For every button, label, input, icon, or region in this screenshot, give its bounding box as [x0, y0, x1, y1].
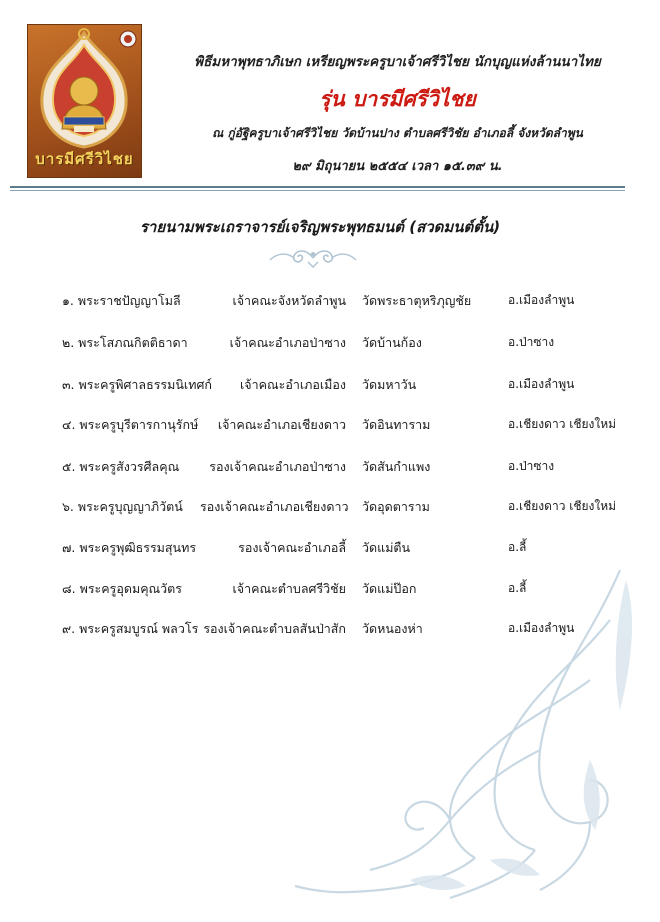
header-divider-thin [10, 190, 625, 191]
monk-temple: วัดสันกำแพง [362, 459, 431, 474]
monk-row [0, 375, 660, 397]
venue-line: ณ กู่อัฐิครูบาเจ้าศรีวิไชย วัดบ้านปาง ตำบลศรีวิชัย อำเภอลี้ จังหวัดลำพูน [212, 126, 583, 140]
monk-row [0, 333, 660, 355]
monk-row [0, 538, 660, 560]
monk-name: ๔. พระครูบุรีตารกานุรักษ์ [62, 417, 199, 432]
monk-district: อ.ป่าซาง [508, 459, 555, 473]
monk-name: ๖. พระครูบุญญาภิวัตน์ [62, 499, 183, 514]
monk-district: อ.เมืองลำพูน [508, 293, 575, 307]
monk-temple: วัดอุดตาราม [362, 499, 430, 514]
monk-district: อ.เชียงดาว เชียงใหม่ [508, 499, 617, 513]
monk-position: รองเจ้าคณะอำเภอเชียงดาว [200, 499, 349, 514]
monk-district: อ.เมืองลำพูน [508, 621, 575, 635]
logo-label: บารมีศรีวิไชย [35, 150, 134, 168]
header-divider [10, 186, 625, 188]
monk-district: อ.เชียงดาว เชียงใหม่ [508, 417, 617, 431]
monk-name: ๓. พระครูพิศาลธรรมนิเทศก์ [62, 377, 212, 392]
monk-temple: วัดแม่ป๊อก [362, 581, 417, 596]
corner-flourish-icon [290, 560, 650, 910]
monk-row [0, 415, 660, 437]
monk-position: รองเจ้าคณะตำบลสันป่าสัก [203, 621, 346, 636]
monk-temple: วัดพระธาตุหริภุญชัย [362, 293, 472, 308]
series-title: รุ่น บารมีศรีวิไชย [319, 87, 476, 111]
medallion-logo [27, 24, 142, 178]
monk-position: เจ้าคณะอำเภอเชียงดาว [217, 417, 346, 432]
monk-row [0, 291, 660, 313]
monk-position: เจ้าคณะตำบลศรีวิชัย [232, 581, 346, 596]
monk-district: อ.ลี้ [508, 581, 527, 595]
monk-position: เจ้าคณะอำเภอป่าซาง [229, 335, 346, 350]
monk-position: รองเจ้าคณะอำเภอลี้ [238, 540, 346, 555]
ceremony-title: พิธีมหาพุทธาภิเษก เหรียญพระครูบาเจ้าศรีวิไชย นักบุญแห่งล้านนาไทย [194, 54, 601, 70]
monk-row [0, 457, 660, 479]
monk-temple: วัดมหาวัน [362, 377, 417, 392]
monk-temple: วัดหนองห่า [362, 621, 423, 636]
monk-position: เจ้าคณะจังหวัดลำพูน [232, 293, 346, 308]
monk-row [0, 497, 660, 519]
monk-name: ๑. พระราชปัญญาโมลี [62, 293, 181, 308]
list-title: รายนามพระเถราจารย์เจริญพระพุทธมนต์ (สวดมนต์ตั้น) [139, 218, 501, 236]
monk-name: ๙. พระครูสมบูรณ์ พลวโร [62, 621, 199, 636]
monk-name: ๗. พระครูพุฒิธรรมสุนทร [62, 540, 197, 555]
monk-name: ๕. พระครูสังวรศีลคุณ [62, 459, 180, 474]
monk-district: อ.ลี้ [508, 540, 527, 554]
monk-temple: วัดอินทาราม [362, 417, 431, 432]
monk-name: ๘. พระครูอุดมคุณวัตร [62, 581, 183, 596]
monk-district: อ.เมืองลำพูน [508, 377, 575, 391]
monk-temple: วัดบ้านก้อง [362, 335, 422, 350]
date-time-line: ๒๙ มิถุนายน ๒๕๕๔ เวลา ๑๕.๓๙ น. [292, 159, 503, 174]
monk-temple: วัดแม่ตืน [362, 540, 411, 555]
scroll-ornament-icon [268, 246, 358, 270]
monk-position: เจ้าคณะอำเภอเมือง [240, 377, 346, 392]
monk-position: รองเจ้าคณะอำเภอป่าซาง [209, 459, 346, 474]
monk-name: ๒. พระโสภณกิตติธาดา [62, 335, 188, 350]
monk-district: อ.ป่าซาง [508, 335, 555, 349]
